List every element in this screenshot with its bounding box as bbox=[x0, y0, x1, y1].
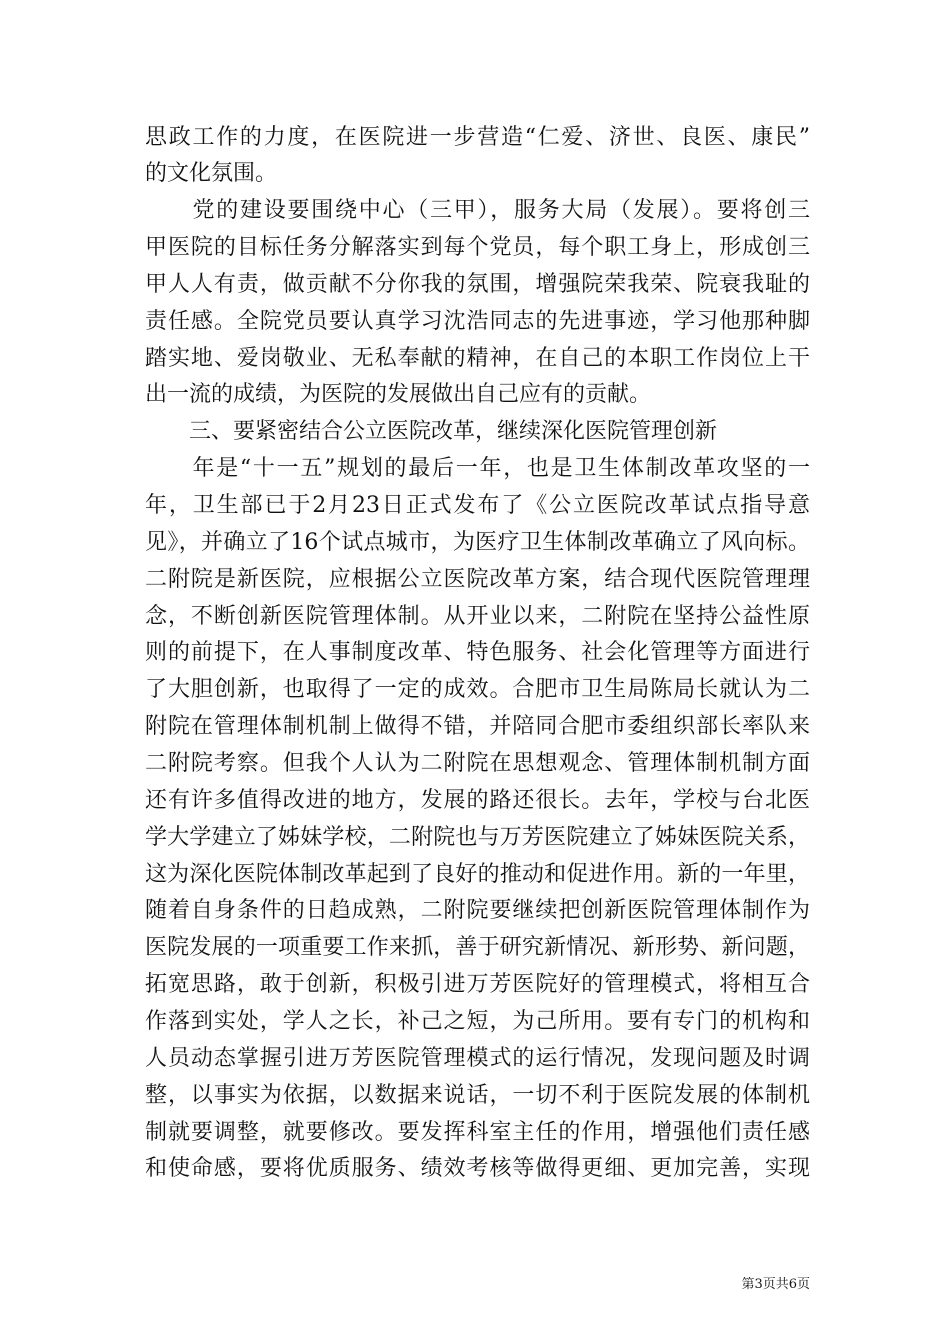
text-line: 二附院是新医院，应根据公立医院改革方案，结合现代医院管理理 bbox=[145, 567, 810, 592]
text-line: 责任感。全院党员要认真学习沈浩同志的先进事迹，学习他那种脚 bbox=[145, 309, 810, 334]
text-line: 年是“十一五”规划的最后一年，也是卫生体制改革攻坚的一 bbox=[145, 456, 810, 481]
text-line: 念，不断创新医院管理体制。从开业以来，二附院在坚持公益性原 bbox=[145, 604, 810, 629]
text-line: 年，卫生部已于2月23日正式发布了《公立医院改革试点指导意 bbox=[145, 493, 810, 518]
text-line: 整，以事实为依据，以数据来说话，一切不利于医院发展的体制机 bbox=[145, 1083, 810, 1108]
text-line: 附院在管理体制机制上做得不错，并陪同合肥市委组织部长率队来 bbox=[145, 714, 810, 739]
text-line: 还有许多值得改进的地方，发展的路还很长。去年，学校与台北医 bbox=[145, 788, 810, 813]
text-line: 随着自身条件的日趋成熟，二附院要继续把创新医院管理体制作为 bbox=[145, 898, 810, 923]
text-line: 拓宽思路，敢于创新，积极引进万芳医院好的管理模式，将相互合 bbox=[145, 972, 810, 997]
text-line: 学大学建立了姊妹学校，二附院也与万芳医院建立了姊妹医院关系， bbox=[145, 825, 810, 850]
page-number: 第3页共6页 bbox=[741, 1277, 810, 1292]
text-line: 二附院考察。但我个人认为二附院在思想观念、管理体制机制方面 bbox=[145, 751, 810, 776]
text-line: 的文化氛围。 bbox=[145, 161, 278, 186]
text-line: 见》，并确立了16个试点城市，为医疗卫生体制改革确立了风向标。 bbox=[145, 530, 810, 555]
text-line: 制就要调整，就要修改。要发挥科室主任的作用，增强他们责任感 bbox=[145, 1120, 810, 1145]
text-line: 人员动态掌握引进万芳医院管理模式的运行情况，发现问题及时调 bbox=[145, 1046, 810, 1071]
text-line: 出一流的成绩，为医院的发展做出自己应有的贡献。 bbox=[145, 382, 652, 407]
text-line: 甲医院的目标任务分解落实到每个党员，每个职工身上，形成创三 bbox=[145, 235, 810, 260]
section-heading: 三、要紧密结合公立医院改革，继续深化医院管理创新 bbox=[145, 419, 718, 444]
text-line: 医院发展的一项重要工作来抓，善于研究新情况、新形势、新问题， bbox=[145, 935, 810, 960]
text-line: 则的前提下，在人事制度改革、特色服务、社会化管理等方面进行 bbox=[145, 640, 810, 665]
text-line: 党的建设要围绕中心（三甲），服务大局（发展）。要将创三 bbox=[145, 198, 810, 223]
text-line: 踏实地、爱岗敬业、无私奉献的精神，在自己的本职工作岗位上干 bbox=[145, 346, 810, 371]
text-line: 这为深化医院体制改革起到了良好的推动和促进作用。新的一年里， bbox=[145, 862, 810, 887]
text-line: 和使命感，要将优质服务、绩效考核等做得更细、更加完善，实现 bbox=[145, 1156, 810, 1181]
text-line: 思政工作的力度，在医院进一步营造“仁爱、济世、良医、康民” bbox=[145, 125, 810, 150]
text-line: 了大胆创新，也取得了一定的成效。合肥市卫生局陈局长就认为二 bbox=[145, 677, 810, 702]
text-line: 作落到实处，学人之长，补己之短，为己所用。要有专门的机构和 bbox=[145, 1009, 810, 1034]
text-line: 甲人人有责，做贡献不分你我的氛围，增强院荣我荣、院衰我耻的 bbox=[145, 272, 810, 297]
